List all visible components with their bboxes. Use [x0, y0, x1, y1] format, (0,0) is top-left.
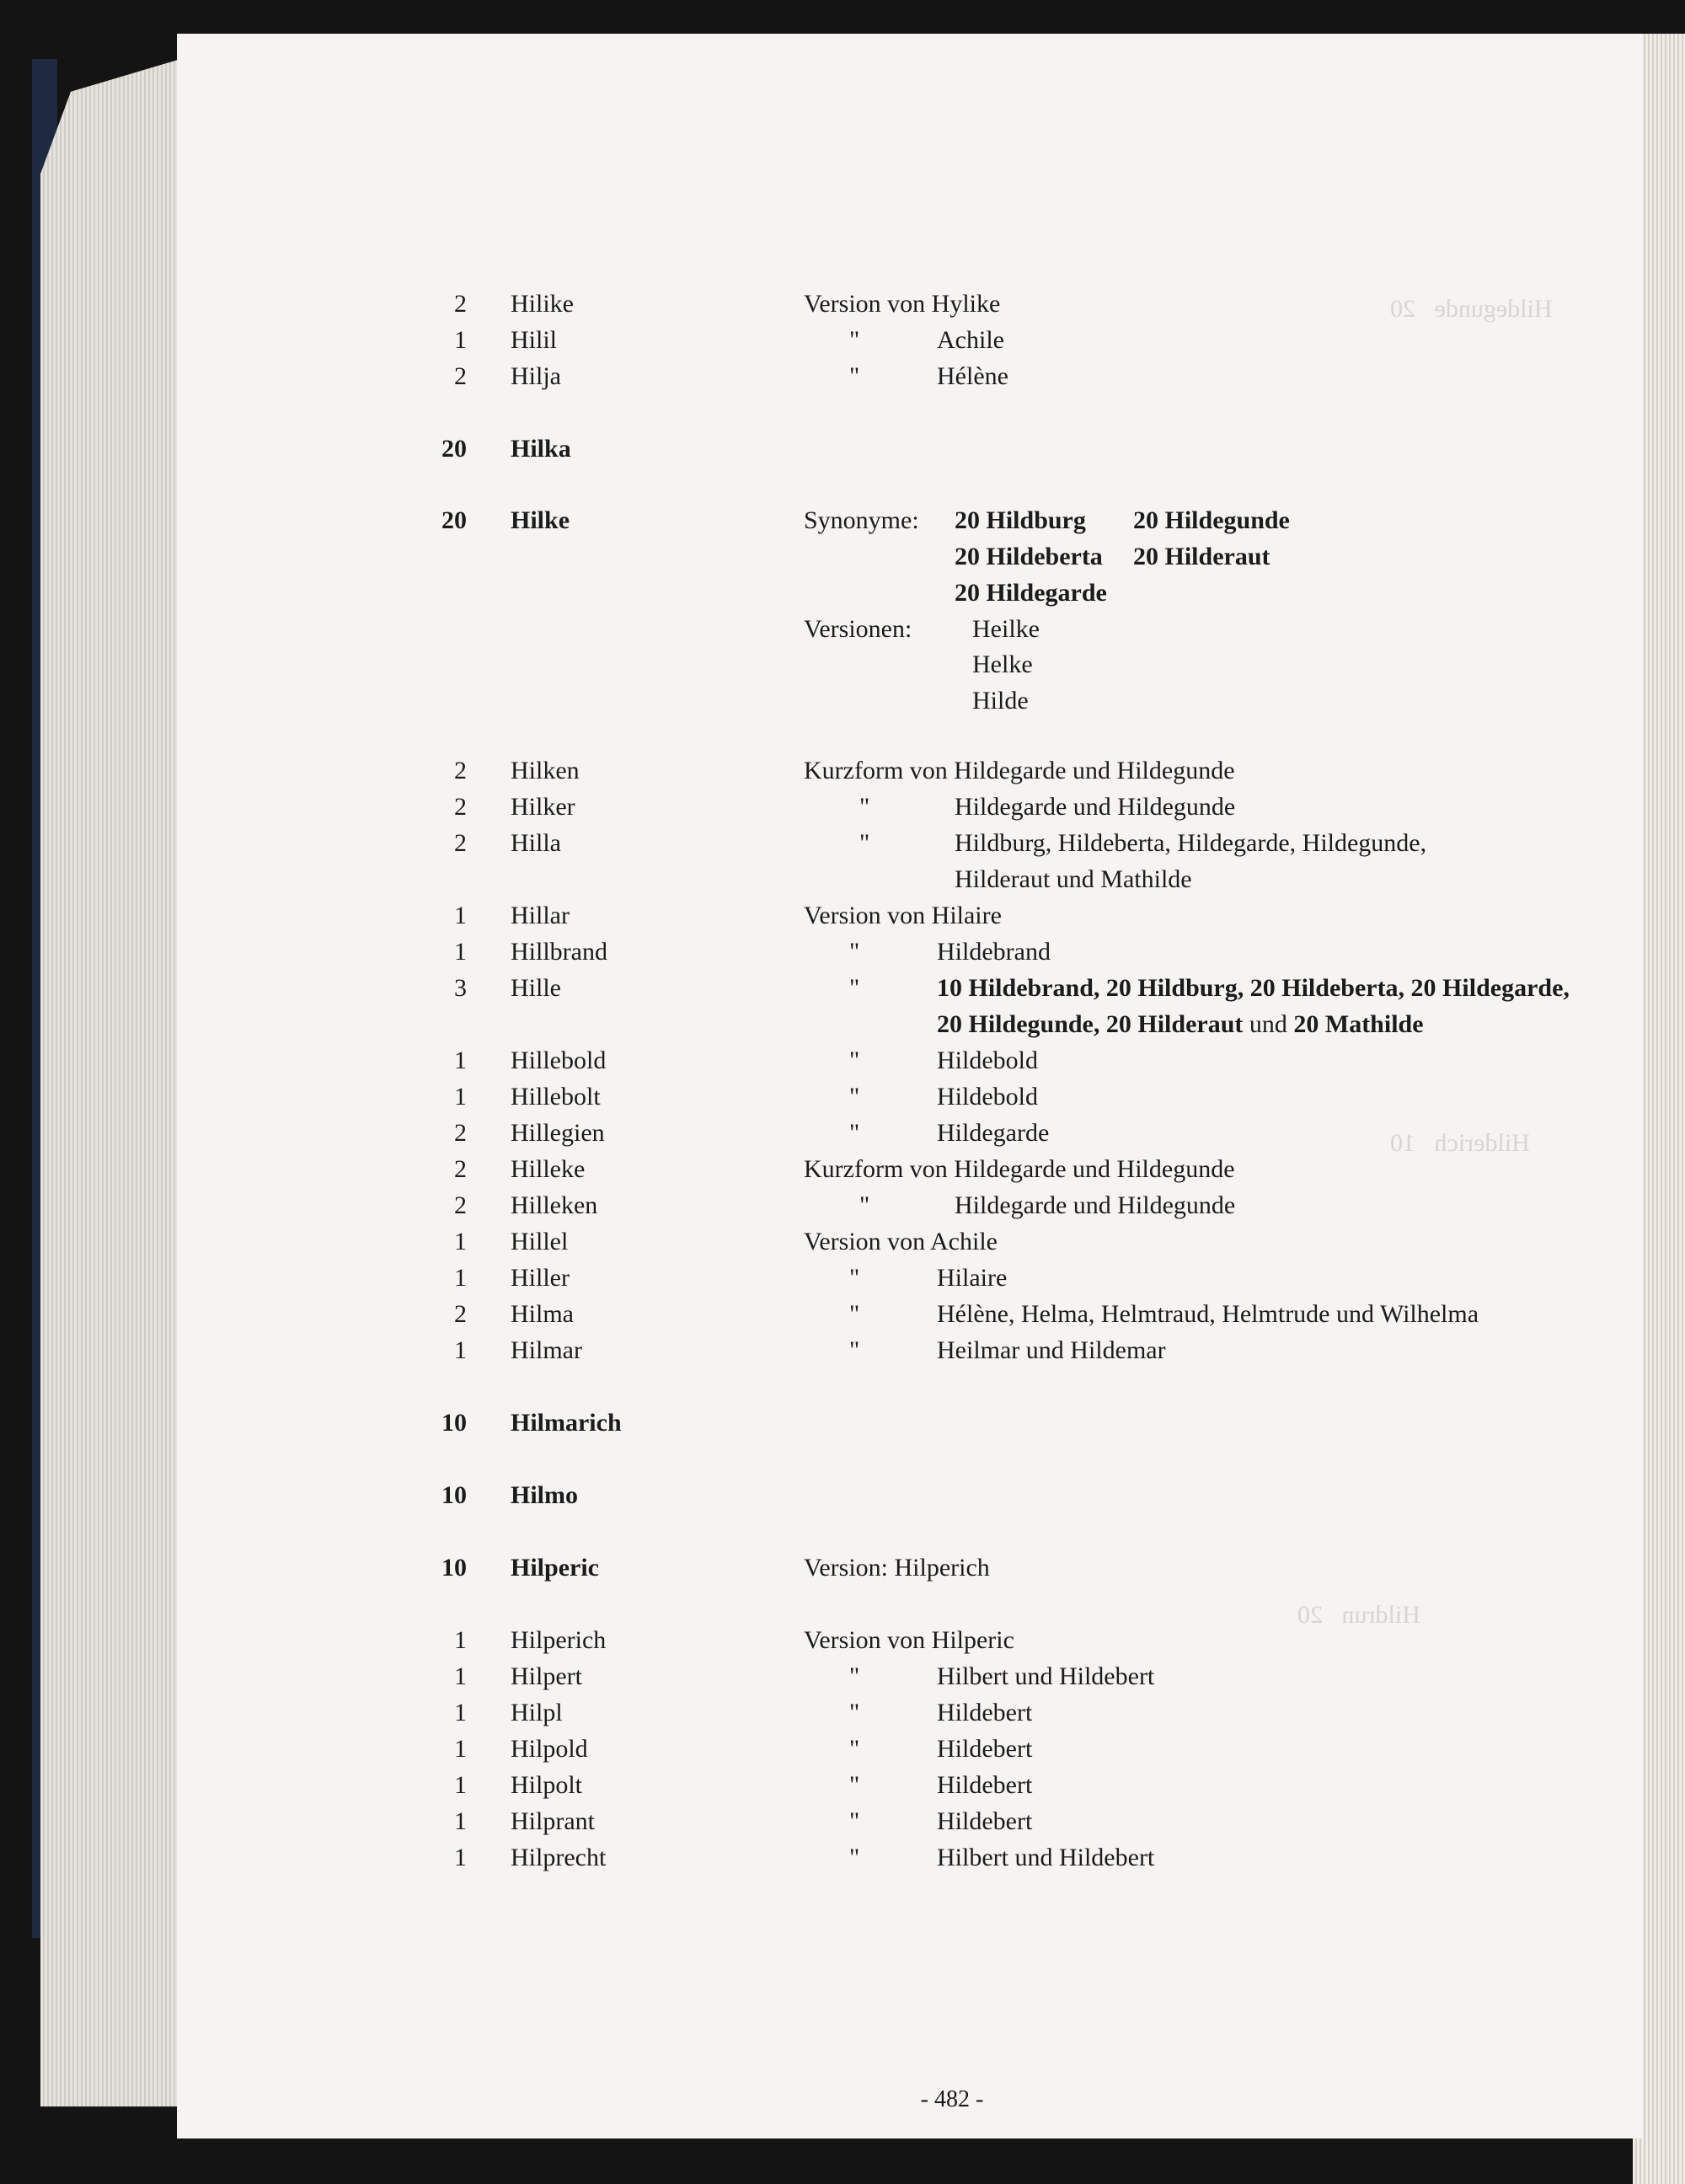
entry-reference: Achile [937, 326, 1004, 354]
entry-count: 10 [441, 1481, 467, 1509]
synonym-item: 20 Hildburg [955, 506, 1086, 534]
entry-name: Hillegien [511, 1119, 605, 1147]
entry-name: Hilil [511, 326, 558, 354]
entry-count: 2 [454, 1300, 467, 1328]
entry-name: Hille [511, 974, 561, 1002]
entry-count: 1 [454, 1626, 467, 1654]
entry-count: 10 [441, 1554, 467, 1582]
entry-reference: Hildegarde [937, 1119, 1050, 1147]
entry-count: 2 [454, 290, 467, 318]
entry-description: Version von Achile [804, 1228, 998, 1255]
entry-reference: Hildebert [937, 1771, 1033, 1799]
ditto-mark: " [849, 1662, 860, 1690]
entry-name: Hilja [511, 362, 561, 390]
ditto-mark: " [849, 974, 860, 1002]
versions-label: Versionen: [804, 615, 912, 643]
entry-description: Kurzform von Hildegarde und Hildegunde [804, 757, 1235, 784]
ditto-mark: " [859, 793, 870, 821]
entry-name: Hilma [511, 1300, 574, 1328]
entry-reference: Hilbert und Hildebert [937, 1662, 1155, 1690]
ditto-mark: " [849, 1844, 860, 1871]
synonym-item: 20 Hildeberta [955, 543, 1103, 570]
entry-reference: Hildegarde und Hildegunde [955, 793, 1236, 821]
entry-reference: Hildebrand [937, 938, 1051, 966]
ditto-mark: " [849, 1807, 860, 1835]
entry-reference-continued [937, 1010, 1424, 1039]
entry-description: Kurzform von Hildegarde und Hildegunde [804, 1155, 1235, 1183]
entry-count: 1 [454, 1264, 467, 1292]
entry-reference: Hildebold [937, 1046, 1038, 1074]
version-item: Helke [972, 650, 1033, 678]
entry-reference: Heilmar und Hildemar [937, 1336, 1166, 1364]
entry-count: 20 [441, 435, 467, 463]
bleed-through-text: Hildrun 20 [1297, 1601, 1420, 1629]
entry-count: 1 [454, 1662, 467, 1690]
entry-name: Hillebolt [511, 1083, 601, 1111]
entry-name: Hillbrand [511, 938, 607, 966]
ditto-mark: " [849, 1771, 860, 1799]
version-item: Hilde [972, 687, 1029, 715]
entry-reference: Hildebert [937, 1807, 1033, 1835]
entry-count: 10 [441, 1409, 467, 1437]
entry-count: 1 [454, 1228, 467, 1255]
reference-bold-part: 20 Hildegunde, 20 Hilderaut [937, 1010, 1244, 1038]
entry-reference: Hildebold [937, 1083, 1038, 1111]
entry-name: Hilker [511, 793, 575, 821]
entry-name: Hilleke [511, 1155, 586, 1183]
entry-reference: 10 Hildebrand, 20 Hildburg, 20 Hildeberta, 20 Hildegarde, [937, 974, 1570, 1002]
entry-count: 1 [454, 326, 467, 354]
entry-count: 2 [454, 793, 467, 821]
entry-count: 1 [454, 902, 467, 929]
entry-count: 1 [454, 1699, 467, 1726]
entry-count: 1 [454, 1046, 467, 1074]
entry-name: Hilka [511, 435, 571, 463]
ditto-mark: " [849, 1119, 860, 1147]
ditto-mark: " [849, 1264, 860, 1292]
ditto-mark: " [849, 1699, 860, 1726]
entry-name: Hillebold [511, 1046, 607, 1074]
entry-reference: Hilbert und Hildebert [937, 1844, 1155, 1871]
entry-name: Hilike [511, 290, 574, 318]
entry-name: Hilprecht [511, 1844, 607, 1871]
entry-reference: Hélène [937, 362, 1008, 390]
entry-count: 1 [454, 1844, 467, 1871]
entry-name: Hilpl [511, 1699, 563, 1726]
ditto-mark: " [859, 1191, 870, 1219]
entry-reference: Hildebert [937, 1699, 1033, 1726]
entry-count: 3 [454, 974, 467, 1002]
entry-count: 1 [454, 1735, 467, 1763]
entry-count: 1 [454, 938, 467, 966]
reference-bold-part: 20 Mathilde [1293, 1010, 1424, 1038]
entry-count: 1 [454, 1083, 467, 1111]
entry-count: 2 [454, 1119, 467, 1147]
reference-connector: und [1243, 1010, 1294, 1038]
entry-description: Version von Hylike [804, 290, 1001, 318]
entry-reference: Hildburg, Hildeberta, Hildegarde, Hildegunde, [955, 829, 1427, 857]
ditto-mark: " [849, 938, 860, 966]
synonym-item: 20 Hildegarde [955, 579, 1107, 607]
entry-description: Version: Hilperich [804, 1554, 990, 1582]
entry-count: 2 [454, 1155, 467, 1183]
entry-name: Hilla [511, 829, 561, 857]
entry-name: Hilperich [511, 1626, 607, 1654]
ditto-mark: " [849, 362, 860, 390]
entry-count: 2 [454, 829, 467, 857]
entry-name: Hilperic [511, 1554, 599, 1582]
entry-name: Hillel [511, 1228, 569, 1255]
entry-description: Version von Hilaire [804, 902, 1002, 929]
entry-count: 1 [454, 1336, 467, 1364]
entry-count: 2 [454, 757, 467, 784]
synonyms-label: Synonyme: [804, 506, 919, 534]
ditto-mark: " [849, 1083, 860, 1111]
entry-reference: Hildebert [937, 1735, 1033, 1763]
entry-count: 20 [441, 506, 467, 534]
entry-name: Hilprant [511, 1807, 595, 1835]
entry-reference: Hildegarde und Hildegunde [955, 1191, 1236, 1219]
bleed-through-text: Hilderich 10 [1390, 1129, 1530, 1157]
entry-name: Hilpolt [511, 1771, 583, 1799]
entry-name: Hiller [511, 1264, 570, 1292]
entry-count: 2 [454, 1191, 467, 1219]
entry-name: Hilmo [511, 1481, 578, 1509]
version-item: Heilke [972, 615, 1040, 643]
entry-name: Hilpert [511, 1662, 582, 1690]
ditto-mark: " [849, 1735, 860, 1763]
entry-count: 1 [454, 1771, 467, 1799]
entry-count: 2 [454, 362, 467, 390]
entry-name: Hilke [511, 506, 570, 534]
ditto-mark: " [859, 829, 870, 857]
ditto-mark: " [849, 1046, 860, 1074]
entry-reference: Hilaire [937, 1264, 1008, 1292]
entry-name: Hilmar [511, 1336, 582, 1364]
page-number: - 482 - [920, 2086, 984, 2112]
entry-reference: Hélène, Helma, Helmtraud, Helmtrude und Wilhelma [937, 1300, 1479, 1328]
entry-name: Hillar [511, 902, 570, 929]
ditto-mark: " [849, 1300, 860, 1328]
ditto-mark: " [849, 1336, 860, 1364]
synonym-item: 20 Hilderaut [1133, 543, 1270, 570]
entry-count: 1 [454, 1807, 467, 1835]
entry-description: Version von Hilperic [804, 1626, 1014, 1654]
bleed-through-text: Hildegunde 20 [1390, 295, 1553, 323]
entry-reference-continued: Hilderaut und Mathilde [955, 865, 1192, 893]
entry-name: Hilken [511, 757, 580, 784]
entry-name: Hilleken [511, 1191, 598, 1219]
ditto-mark: " [849, 326, 860, 354]
entry-name: Hilmarich [511, 1409, 622, 1437]
synonym-item: 20 Hildegunde [1133, 506, 1290, 534]
entry-name: Hilpold [511, 1735, 588, 1763]
